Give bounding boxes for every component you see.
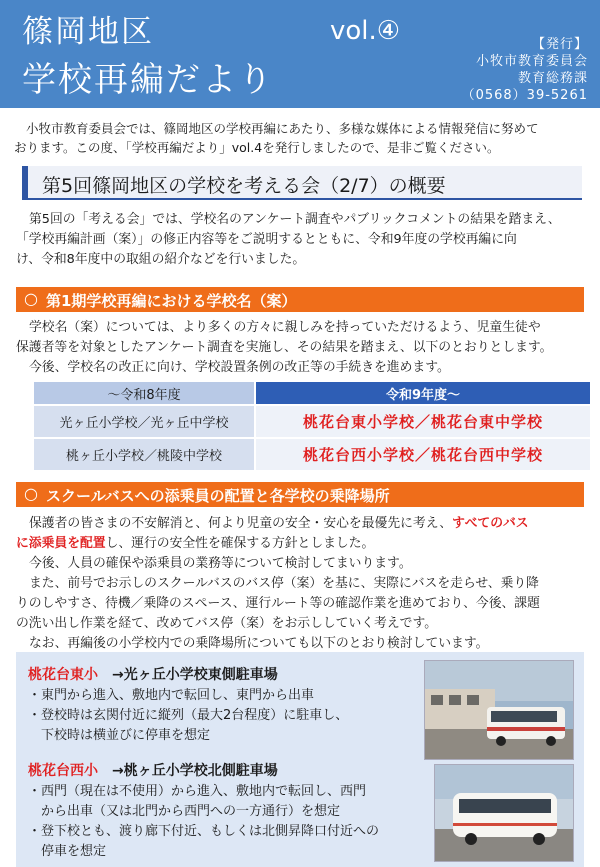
section-heading	[22, 166, 582, 200]
publisher-info	[462, 36, 588, 104]
east-bullet: 下校時は横並びに停車を想定	[28, 728, 211, 743]
pickup-locations-box	[16, 652, 584, 867]
intro-line-2: おります。この度、「学校再編だより」vol.4を発行しましたので、是非ご覧ください。	[14, 140, 500, 155]
school-names-body-line: 学校名（案）については、より多くの方々に親しみを持っていただけるよう、児童生徒や	[29, 320, 541, 335]
bus-body-line: なお、再編後の小学校内での乗降場所についても以下のとおり検討しています。	[29, 636, 489, 651]
section-title: 第5回篠岡地区の学校を考える会（2/7）の概要	[42, 175, 446, 197]
table-row	[33, 405, 591, 438]
table-header-row	[33, 381, 591, 405]
bus-heading	[16, 482, 584, 507]
bus-body	[16, 514, 588, 654]
section-body-line: け、令和8年度中の取組の紹介などを行いました。	[16, 252, 306, 267]
school-names-heading-text: 第1期学校再編における学校名（案）	[46, 292, 297, 310]
circle-icon: ○	[24, 289, 38, 308]
publisher-label: 【発行】	[531, 37, 588, 52]
section-body-line: 「学校再編計画（案）」の修正内容等をご説明するとともに、令和9年度の学校再編に向	[16, 232, 517, 247]
title-line-2: 学校再編だより	[22, 60, 274, 100]
intro-line-1: 小牧市教育委員会では、篠岡地区の学校再編にあたり、多様な媒体による情報発信に努めて	[26, 121, 539, 136]
west-school-name: 桃花台西小	[28, 763, 98, 779]
table-cell-new-name: 桃花台東小学校／桃花台東中学校	[255, 405, 591, 438]
newsletter-header	[0, 0, 600, 108]
section-body-line: 第5回の「考える会」では、学校名のアンケート調査やパブリックコメントの結果を踏まえ、	[29, 212, 561, 227]
volume-label: vol.④	[330, 16, 401, 46]
bus-body-text: し、運行の安全性を確保する方針としました。	[105, 536, 375, 551]
section-body	[16, 210, 588, 270]
school-names-body	[16, 318, 588, 378]
table-header-before: ～令和8年度	[33, 381, 255, 405]
bus-body-line	[16, 534, 588, 554]
east-bullet: ・東門から進入、敷地内で転回し、東門から出車	[28, 688, 315, 703]
east-school-bus-photo	[424, 660, 574, 760]
bus-body-line	[16, 514, 588, 534]
publisher-phone: （0568）39-5261	[461, 88, 588, 103]
east-bullet: ・登校時は玄関付近に縦列（最大2台程度）に駐車し、	[28, 708, 349, 723]
east-school-name: 桃花台東小	[28, 667, 98, 683]
publisher-dept: 教育総務課	[517, 71, 588, 86]
west-bullet: ・登下校とも、渡り廊下付近、もしくは北側昇降口付近への	[28, 824, 380, 839]
table-cell-old-name: 光ヶ丘小学校／光ヶ丘中学校	[33, 405, 255, 438]
school-names-body-line: 今後、学校名の改正に向け、学校設置条例の改正等の手続きを進めます。	[29, 360, 450, 375]
table-row	[33, 438, 591, 471]
bus-emphasis: すべてのバス	[452, 516, 529, 531]
table-cell-new-name: 桃花台西小学校／桃花台西中学校	[255, 438, 591, 471]
school-names-table	[32, 380, 592, 472]
title-line-1: 篠岡地区	[22, 14, 154, 50]
table-header-after: 令和9年度～	[255, 381, 591, 405]
bus-body-line: また、前号でお示しのスクールバスのバス停（案）を基に、実際にバスを走らせ、乗り降	[29, 576, 539, 591]
table-cell-old-name: 桃ヶ丘小学校／桃陵中学校	[33, 438, 255, 471]
west-pickup-location: →桃ヶ丘小学校北側駐車場	[112, 763, 278, 779]
west-bullet: から出車（又は北門から西門への一方通行）を想定	[28, 804, 341, 819]
school-names-body-line: 保護者等を対象としたアンケート調査を実施し、その結果を踏まえ、以下のとおりとします。	[16, 340, 553, 355]
bus-heading-text: スクールバスへの添乗員の配置と各学校の乗降場所	[46, 487, 390, 505]
circle-icon: ○	[24, 484, 38, 503]
publisher-org: 小牧市教育委員会	[475, 54, 588, 69]
school-names-heading	[16, 287, 584, 312]
bus-body-line: 今後、人員の確保や添乗員の業務等について検討してまいります。	[29, 556, 412, 571]
bus-emphasis: に添乗員を配置	[16, 536, 106, 551]
bus-body-text: 保護者の皆さまの不安解消と、何より児童の安全・安心を最優先に考え、	[29, 516, 453, 531]
west-bullet: ・西門（現在は不使用）から進入、敷地内で転回し、西門	[28, 784, 367, 799]
west-bullet: 停車を想定	[28, 844, 107, 859]
bus-body-line: の洗い出し作業を経て、改めてバス停（案）をお示ししていく考えです。	[16, 616, 438, 631]
west-school-bus-photo	[434, 764, 574, 862]
bus-body-line: りのしやすさ、待機／乗降のスペース、運行ルート等の確認作業を進めており、今後、課題	[16, 596, 540, 611]
east-pickup-location: →光ヶ丘小学校東側駐車場	[112, 667, 278, 683]
